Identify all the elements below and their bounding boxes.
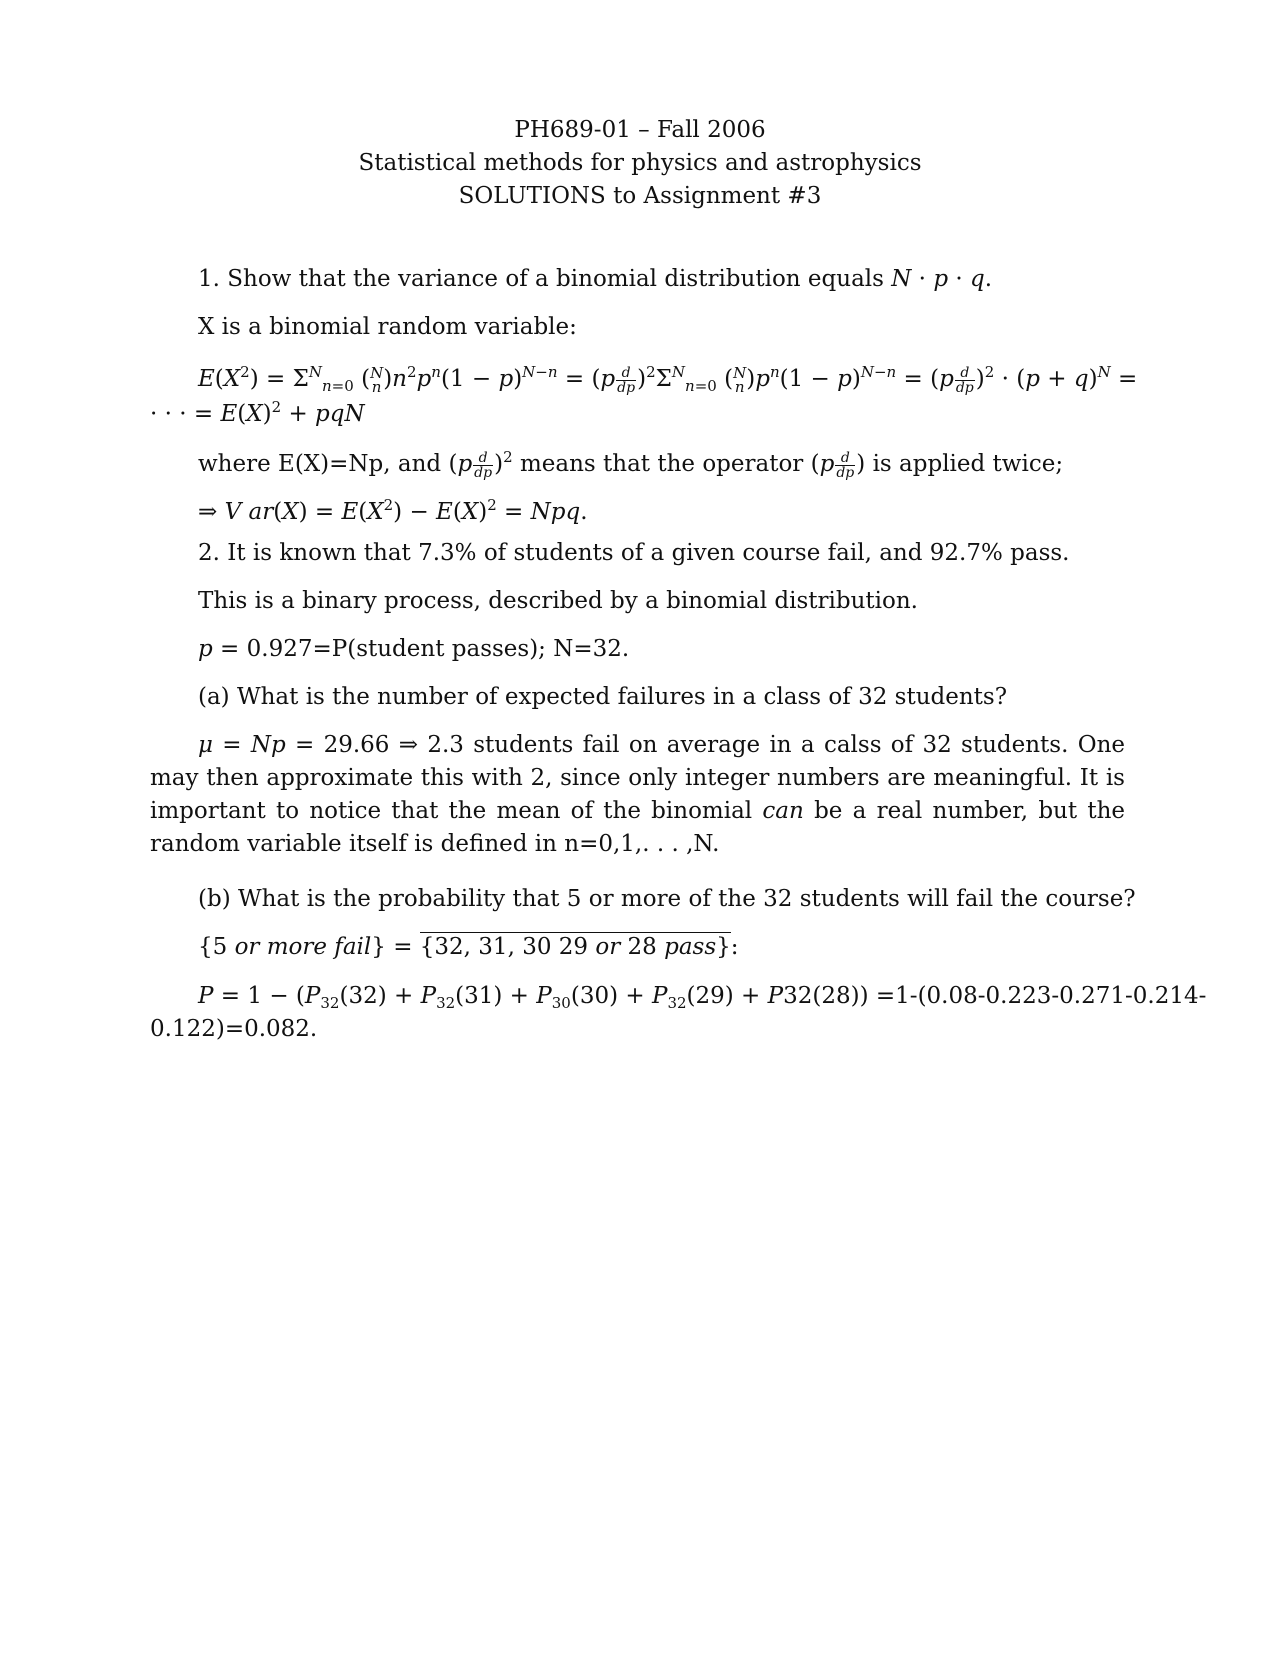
q2-part-a: (a) What is the number of expected failures in a class of 32 students? <box>198 684 1008 710</box>
q2-probability-calc: $P = 1 - (P_{32}(32) + P_{32}(31) + P_{30}(30) + P_{32}(29) + P32(28)) =1-(0.08-0.223-0.271-0.214-$ <box>198 983 1207 1012</box>
q2-given: p = 0.927=P(student passes); N=32. <box>198 636 630 662</box>
q2-part-b: (b) What is the probability that 5 or more of the 32 students will fail the course? <box>198 886 1136 912</box>
document-title: Statistical methods for physics and astrophysics <box>358 150 922 176</box>
question-1-text: 1. Show that the variance of a binomial distribution equals <box>198 266 884 292</box>
q1-equation-line-1: $E(X^2) = \Sigma^N_{n=0}$ ( N n )$n^2p^n(1 - p)^{N-n} = (p$ $\frac{d}{dp}$ )$^2\Sigma^N_{n=0}$ ( N n )$p^n(1 - p)^{N-n} = (p$ $\frac{d}{dp}$ )$^2 \cdot (p + q)^N$ = <box>198 363 1138 396</box>
question-2: 2. It is known that 7.3% of students of a given course fail, and 92.7% pass. <box>198 540 1070 566</box>
q2-calc-tail: =1-(0.08-0.223-0.271-0.214- <box>875 983 1207 1009</box>
q2-event-definition: {5 or more fail} = {32, 31, 30 29 or 28 pass}: <box>198 934 739 960</box>
q1-where-a: where E(X)=Np, and <box>198 451 442 477</box>
q1-where-line: where E(X)=Np, and (p $\frac{d}{dp}$ )$^2$ means that the operator (p $\frac{d}{dp}$ ) is applied twice; <box>198 448 1064 481</box>
q1-intro: X is a binomial random variable: <box>198 314 577 340</box>
q2-calc-end: 0.122)=0.082. <box>150 1016 318 1042</box>
q1-variance-result: ⇒ V $ar(X) = E(X^2) - E(X)^2$ = Npq. <box>198 496 588 525</box>
q2-binary: This is a binary process, described by a binomial distribution. <box>198 588 918 614</box>
document-subtitle: SOLUTIONS to Assignment #3 <box>458 183 822 209</box>
q2-can-word: can <box>762 798 804 824</box>
course-title: PH689-01 – Fall 2006 <box>514 117 766 143</box>
q1-where-c: is applied twice; <box>872 451 1064 477</box>
q2-mean-result: 2.3 students fail on average in a calss of 32 students. One may then approximate this with 2, since only integer numbers are meaningful. It is important to notice that the mean of the binomial <box>150 732 1125 824</box>
q2-part-a-answer: μ = Np = 29.66 ⇒ 2.3 students fail on average in a calss of 32 students. One may then approximate this with 2, since only integer numbers are meaningful. It is important to notice that the mean of the binomial can be a real number, but the random variable itself is defined in n=0,1,. . . ,N. <box>150 732 1126 857</box>
q1-where-b: means that the operator <box>519 451 804 477</box>
q2-given-text: = 0.927=P(student passes); N=32. <box>220 636 630 662</box>
document-header <box>0 114 1280 213</box>
q2-mean-tail: be a real number, but the random variable itself is defined in n=0,1,. . . ,N. <box>150 798 1126 857</box>
q1-equation-line-2: · · · = $E(X)^2$ + pqN <box>150 398 365 427</box>
question-1: 1. Show that the variance of a binomial distribution equals N · p · q. <box>198 266 993 292</box>
